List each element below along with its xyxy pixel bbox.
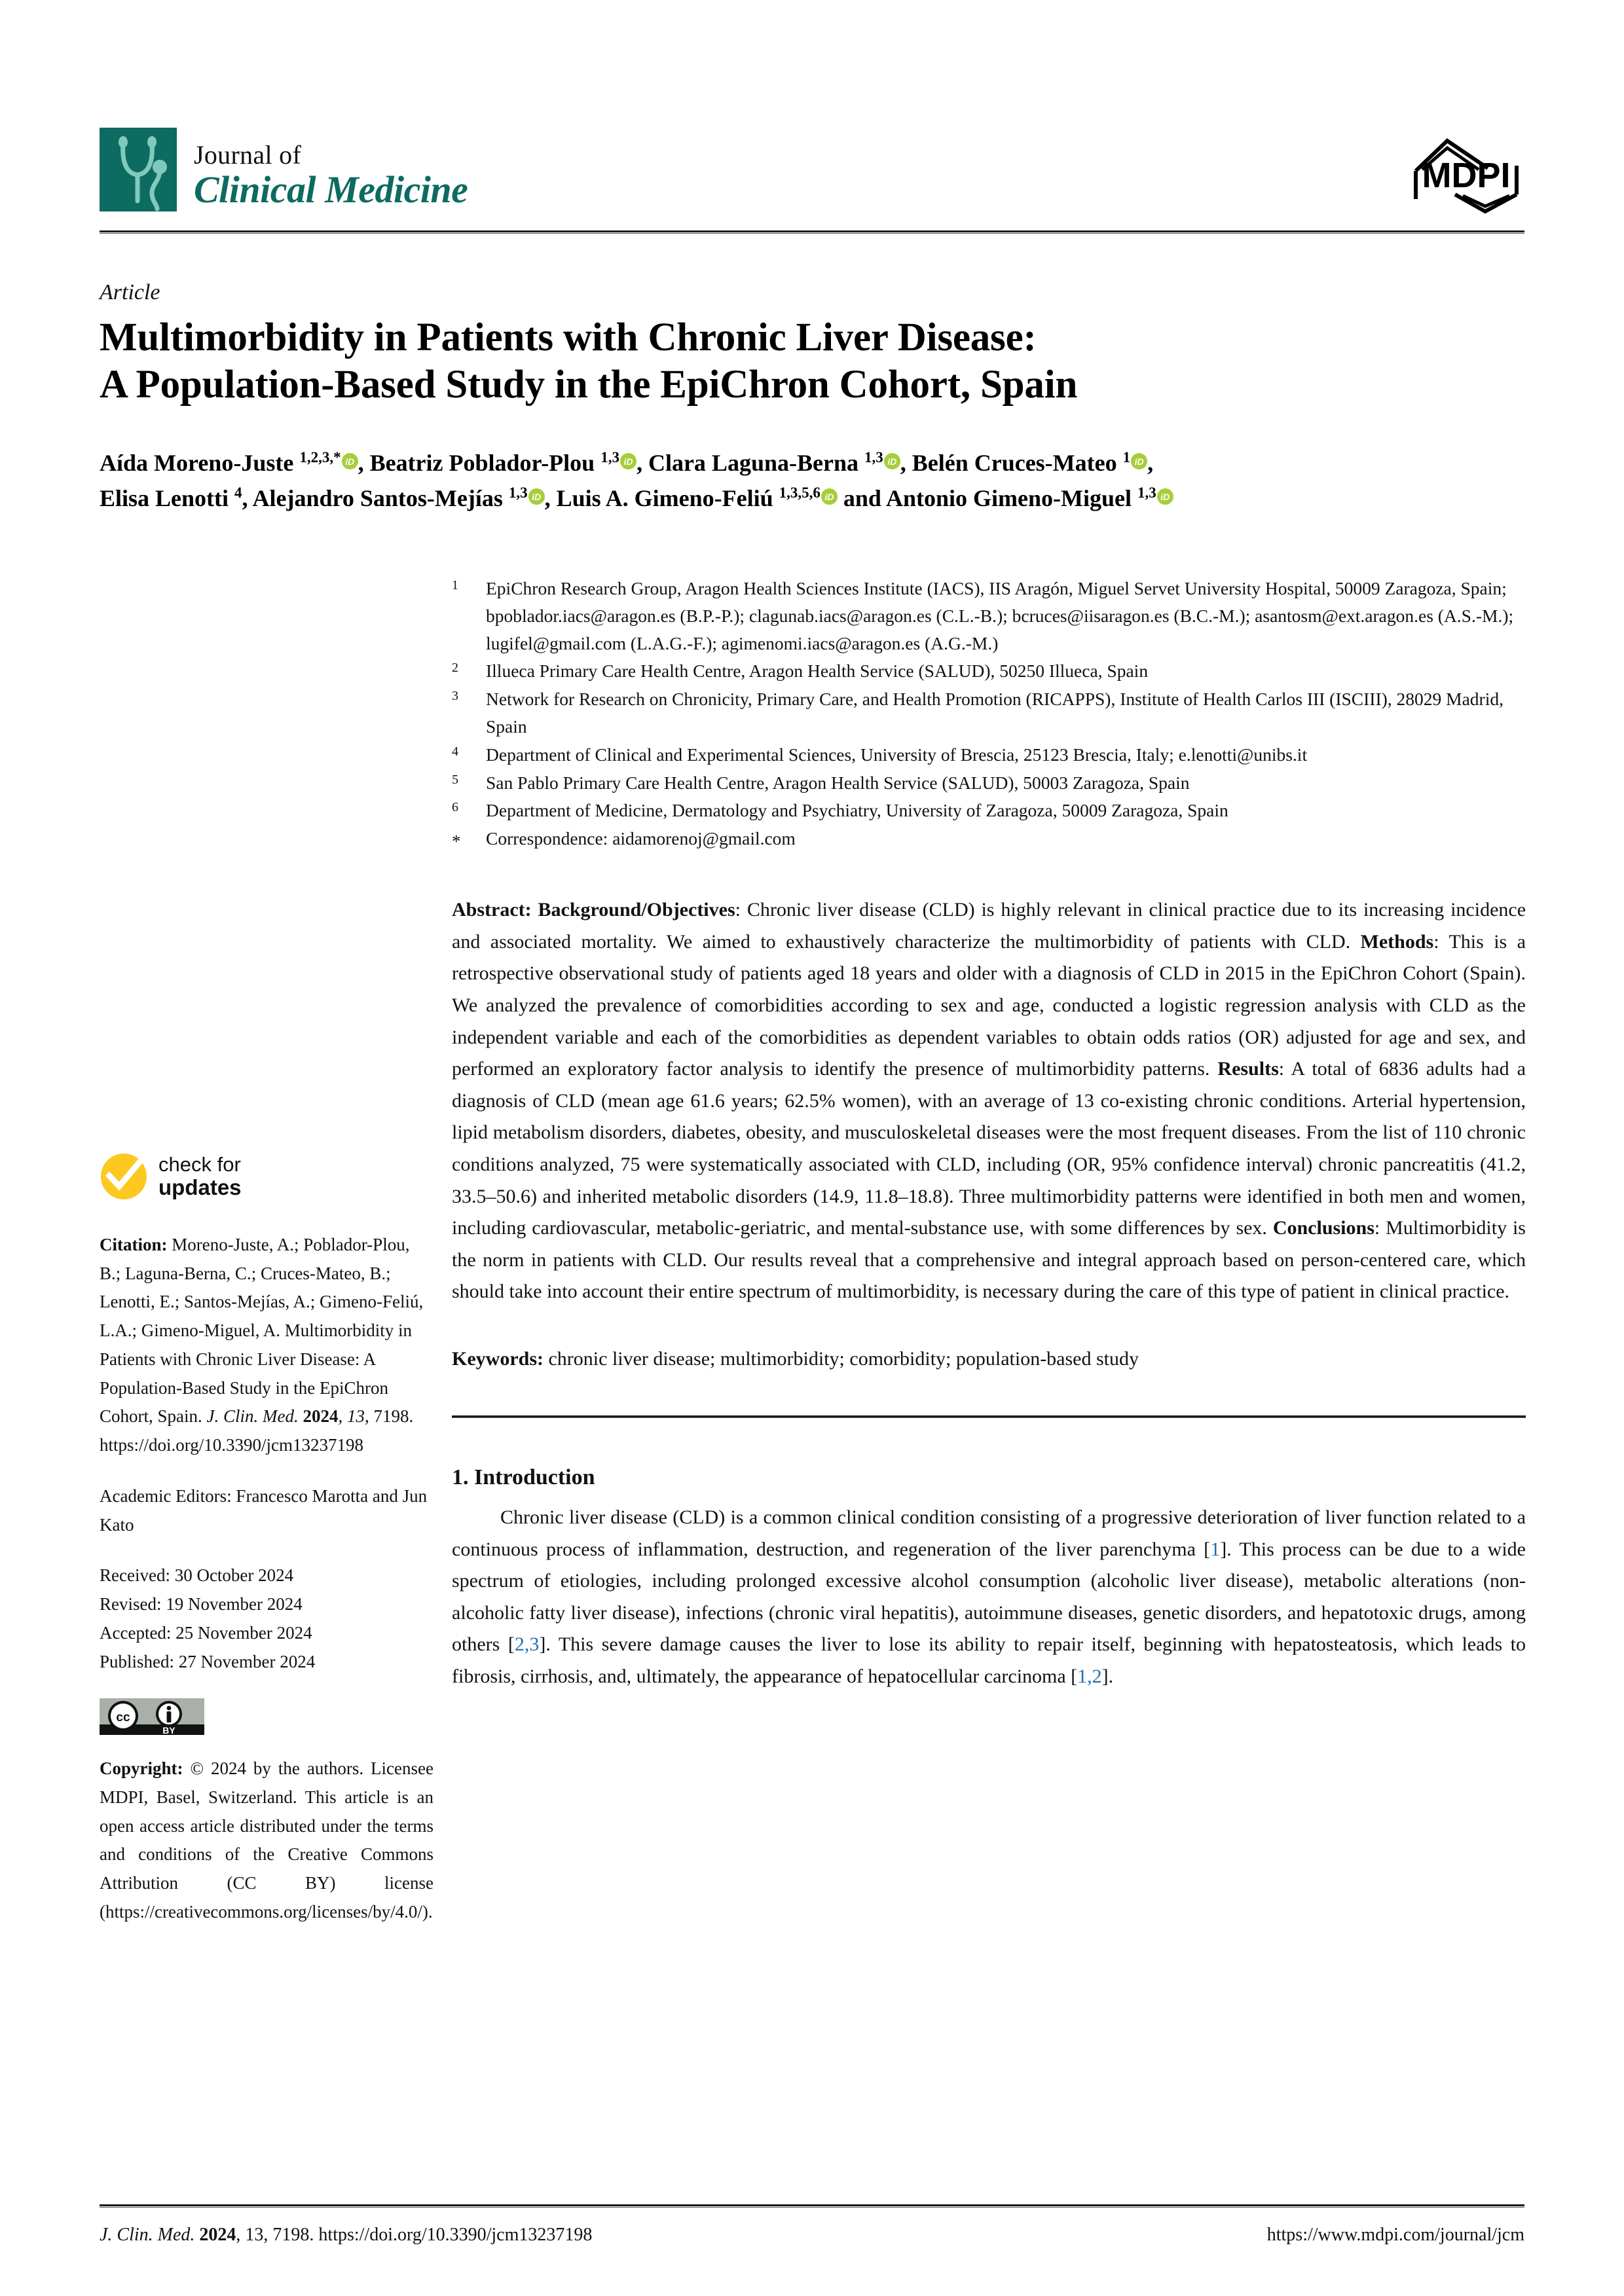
affiliation-marker: 5 (452, 772, 458, 787)
title-line-2: A Population-Based Study in the EpiChron Cohort, Spain (100, 362, 1078, 407)
copyright-label: Copyright: (100, 1758, 183, 1779)
abstract-heading-methods: Methods (1360, 930, 1434, 953)
orcid-icon[interactable] (342, 453, 358, 469)
page-title (100, 314, 1527, 409)
date-revised: Revised: 19 November 2024 (100, 1594, 303, 1614)
affiliation-row (452, 657, 1526, 685)
date-published: Published: 27 November 2024 (100, 1651, 316, 1671)
title-line-1: Multimorbidity in Patients with Chronic Liver Disease: (100, 316, 1037, 359)
keywords-text: chronic liver disease; multimorbidity; comorbidity; population-based study (543, 1347, 1139, 1370)
sidebar (100, 1152, 434, 1949)
copyright-text: © 2024 by the authors. Licensee MDPI, Basel, Switzerland. This article is an open access article distributed under the terms and conditions of the Creative Commons Attribution (CC BY) license (https://creativecommons.org/licenses/by/4.0/). (100, 1758, 434, 1922)
citation-doi[interactable]: https://doi.org/10.3390/jcm13237198 (100, 1435, 364, 1455)
author-name: Belén Cruces-Mateo (912, 450, 1123, 476)
author-separator: , (544, 485, 557, 511)
orcid-icon[interactable] (1131, 453, 1147, 469)
affiliation-row (452, 741, 1526, 769)
journal-logo-line2: Clinical Medicine (194, 168, 468, 211)
introduction-paragraph-1 (452, 1502, 1526, 1693)
mdpi-logo-icon (1408, 132, 1524, 214)
author-affiliation-marker: 4 (234, 484, 242, 501)
footer-right-url[interactable]: https://www.mdpi.com/journal/jcm (1266, 2225, 1524, 2245)
abstract-text-methods: : This is a retrospective observational study of patients aged 18 years and older with a diagnosis of CLD in 2015 in the EpiChron Cohort (Spain). We analyzed the prevalence of comorbidities according to sex and age, conducted a logistic regression analysis with CLD as the independent variable and each of the comorbidities as dependent variables to obtain odds ratios (OR) adjusted for age and sex, and performed an exploratory factor analysis to identify the presence of multimorbidity patterns. (452, 930, 1526, 1080)
affiliation-text: Correspondence: aidamorenoj@gmail.com (486, 828, 796, 849)
copyright-block (100, 1755, 434, 1926)
check-for-updates-badge[interactable] (100, 1152, 434, 1201)
author-line-2 (100, 481, 1527, 516)
keywords-label: Keywords: (452, 1347, 544, 1370)
checkmark-icon (100, 1152, 148, 1201)
orcid-icon[interactable] (528, 488, 545, 505)
author-affiliation-marker: 1,2,3,* (299, 449, 341, 465)
footer-journal: J. Clin. Med. (100, 2225, 195, 2245)
date-accepted: Accepted: 25 November 2024 (100, 1622, 312, 1643)
footer-rest: , 13, 7198. https://doi.org/10.3390/jcm13237198 (236, 2225, 593, 2245)
affiliation-text: EpiChron Research Group, Aragon Health Sciences Institute (IACS), IIS Aragón, Miguel Servet University Hospital, 50009 Zaragoza, Spain; bpoblador.iacs@aragon.es (B.P.-P.); clagunab.iacs@aragon.es (C.L.-B.); bcruces@iisaragon.es (B.C.-M.); asantosm@ext.aragon.es (A.S.-M.); lugifel@gmail.com (L.A.G.-F.); agimenomi.iacs@aragon.es (A.G.-M.) (486, 578, 1514, 653)
author-name: Alejandro Santos-Mejías (252, 485, 509, 511)
affiliation-marker: 3 (452, 689, 458, 704)
affiliation-text: Department of Medicine, Dermatology and Psychiatry, University of Zaragoza, 50009 Zaragoza, Spain (486, 800, 1228, 821)
affiliation-marker: * (452, 831, 461, 852)
footer-left (100, 2225, 592, 2246)
section-heading-introduction: 1. Introduction (452, 1465, 595, 1489)
cc-by-icon[interactable] (100, 1698, 204, 1735)
affiliation-row (452, 769, 1526, 797)
svg-text:MDPI: MDPI (1422, 156, 1511, 195)
author-affiliation-marker: 1,3 (1137, 484, 1156, 501)
citation-volume: 13 (347, 1406, 365, 1427)
main-column (452, 575, 1526, 1692)
author-affiliation-marker: 1 (1122, 449, 1131, 465)
abstract-label: Abstract: (452, 899, 532, 921)
citation-block: Citation: Moreno-Juste, A.; Poblador-Plou, B.; Laguna-Berna, C.; Cruces-Mateo, B.; Lenotti, E.; Santos-Mejías, A.; Gimeno-Feliú, L.A.; Gimeno-Miguel, A. Multimorbidity in Patients with Chronic Liver Disease: A Population-Based Study in the EpiChron Cohort, Spain. J. Clin. Med. 2024, 13, 7198. https://doi.org/10.3390/jcm13237198 (100, 1235, 424, 1455)
author-name: Luis A. Gimeno-Feliú (556, 485, 779, 511)
academic-editors: Academic Editors: Francesco Marotta and Jun Kato (100, 1485, 428, 1535)
stethoscope-icon (100, 128, 177, 211)
author-name: Elisa Lenotti (100, 485, 235, 511)
journal-masthead (100, 128, 1524, 232)
keywords-block (452, 1343, 1526, 1375)
citation-year: 2024 (303, 1406, 339, 1427)
affiliation-marker: 2 (452, 661, 458, 676)
author-line-1 (100, 445, 1527, 481)
author-separator: , (242, 485, 253, 511)
affiliation-row (452, 685, 1526, 740)
affiliation-text: Illueca Primary Care Health Centre, Aragon Health Service (SALUD), 50250 Illueca, Spain (486, 661, 1149, 682)
affiliation-row (452, 575, 1526, 657)
orcid-icon[interactable] (821, 488, 838, 505)
citation-ref-1[interactable]: 1 (1210, 1538, 1221, 1560)
author-affiliation-marker: 1,3,5,6 (779, 484, 821, 501)
author-affiliation-marker: 1,3 (600, 449, 619, 465)
author-separator: , (358, 450, 370, 476)
intro-text-a: Chronic liver disease (CLD) is a common clinical condition consisting of a progressive deterioration of liver function related to a continuous process of inflammation, destruction, and regeneration of the liver parenchyma [ (452, 1506, 1526, 1560)
journal-logo (100, 128, 468, 211)
author-name: Clara Laguna-Berna (648, 450, 864, 476)
publication-dates (100, 1561, 434, 1676)
orcid-icon[interactable] (620, 453, 637, 469)
journal-title-block (194, 142, 468, 211)
abstract-text-results: : A total of 6836 adults had a diagnosis of CLD (mean age 61.6 years; 62.5% women), with an average of 13 co-existing chronic conditions. Arterial hypertension, lipid metabolism disorders, diabetes, obesity, and musculoskeletal diseases were the most frequent diseases. From the list of 110 chronic conditions analyzed, 75 were systematically associated with CLD, including (OR, 95% confidence interval) chronic pancreatitis (41.2, 33.5–50.6) and inherited metabolic disorders (14.9, 11.8–18.8). Three multimorbidity patterns were identified in both men and women, including cardiovascular, metabolic-geriatric, and mental-substance use, with some differences by sex. (452, 1058, 1526, 1239)
author-separator: , (636, 450, 648, 476)
page-footer (100, 2225, 1524, 2246)
journal-logo-line1: Journal of (194, 140, 302, 170)
footer-year: 2024 (199, 2225, 236, 2245)
author-affiliation-marker: 1,3 (864, 449, 883, 465)
article-type-label: Article (100, 280, 160, 304)
cu-line1: check for (158, 1153, 241, 1176)
orcid-icon[interactable] (884, 453, 900, 469)
citation-authors: Moreno-Juste, A.; Poblador-Plou, B.; Laguna-Berna, C.; Cruces-Mateo, B.; Lenotti, E.; Santos-Mejías, A.; Gimeno-Feliú, L.A.; Gimeno-Miguel, A. Multimorbidity in Patients with Chronic Liver Disease: A Population-Based Study in the EpiChron Cohort, Spain. (100, 1235, 424, 1427)
abstract-heading-conclusions: Conclusions (1272, 1217, 1375, 1239)
abstract-text-conclusions: : Multimorbidity is the norm in patients with CLD. Our results reveal that a comprehensive and integral approach based on person-centered care, which should take into account their entire spectrum of multimorbidity, is necessary during the care of this type of patient in clinical practice. (452, 1217, 1526, 1303)
affiliation-marker: 4 (452, 744, 458, 759)
author-name: Aída Moreno-Juste (100, 450, 300, 476)
intro-text-b: ]. This process can be due to a wide spectrum of etiologies, including prolonged excessive alcohol consumption (alcoholic liver disease), metabolic alterations (non-alcoholic fatty liver disease), infections (chronic viral hepatitis), autoimmune diseases, genetic disorders, and hepatotoxic drugs, among others [ (452, 1538, 1526, 1656)
date-received: Received: 30 October 2024 (100, 1565, 294, 1586)
svg-text:BY: BY (162, 1725, 175, 1736)
citation-journal: J. Clin. Med. (206, 1406, 299, 1427)
author-separator: , (1147, 450, 1154, 476)
affiliation-marker: 1 (452, 578, 458, 592)
author-separator: and (837, 485, 886, 511)
affiliation-text: Network for Research on Chronicity, Primary Care, and Health Promotion (RICAPPS), Institute of Health Carlos III (ISCIII), 28029 Madrid, Spain (486, 689, 1504, 737)
affiliation-row (452, 825, 1526, 855)
abstract-block (452, 894, 1526, 1308)
abstract-text-background: : Chronic liver disease (CLD) is highly relevant in clinical practice due to its increasing incidence and associated mortality. We aimed to exhaustively characterize the multimorbidity of patients with CLD. (452, 899, 1526, 953)
svg-text:cc: cc (116, 1711, 130, 1725)
abstract-heading-results: Results (1217, 1058, 1279, 1080)
citation-page: , 7198. (365, 1406, 414, 1427)
header-divider (100, 230, 1524, 234)
affiliation-row (452, 797, 1526, 824)
citation-ref-2[interactable]: 2,3 (514, 1633, 540, 1656)
citation-label: Citation: (100, 1235, 168, 1254)
author-list (100, 445, 1527, 516)
orcid-icon[interactable] (1157, 488, 1173, 505)
cu-line2: updates (158, 1175, 242, 1199)
intro-text-d: ]. (1101, 1665, 1114, 1687)
abstract-heading-background: Background/Objectives (538, 899, 735, 921)
affiliation-marker: 6 (452, 800, 458, 815)
affiliation-text: Department of Clinical and Experimental Sciences, University of Brescia, 25123 Brescia, Italy; e.lenotti@unibs.it (486, 744, 1308, 765)
keywords-divider (452, 1415, 1526, 1418)
affiliation-text: San Pablo Primary Care Health Centre, Aragon Health Service (SALUD), 50003 Zaragoza, Spain (486, 772, 1190, 793)
intro-text-c: ]. This severe damage causes the liver to lose its ability to repair itself, beginning with hepatosteatosis, which leads to fibrosis, cirrhosis, and, ultimately, the appearance of hepatocellular carcinoma [ (452, 1633, 1526, 1687)
author-affiliation-marker: 1,3 (508, 484, 528, 501)
affiliations-list (452, 575, 1526, 855)
author-name: Antonio Gimeno-Miguel (885, 485, 1137, 511)
author-separator: , (900, 450, 912, 476)
footer-divider (100, 2204, 1524, 2208)
check-for-updates-label (158, 1154, 242, 1199)
citation-ref-3[interactable]: 1,2 (1077, 1665, 1102, 1687)
author-name: Beatriz Poblador-Plou (369, 450, 601, 476)
